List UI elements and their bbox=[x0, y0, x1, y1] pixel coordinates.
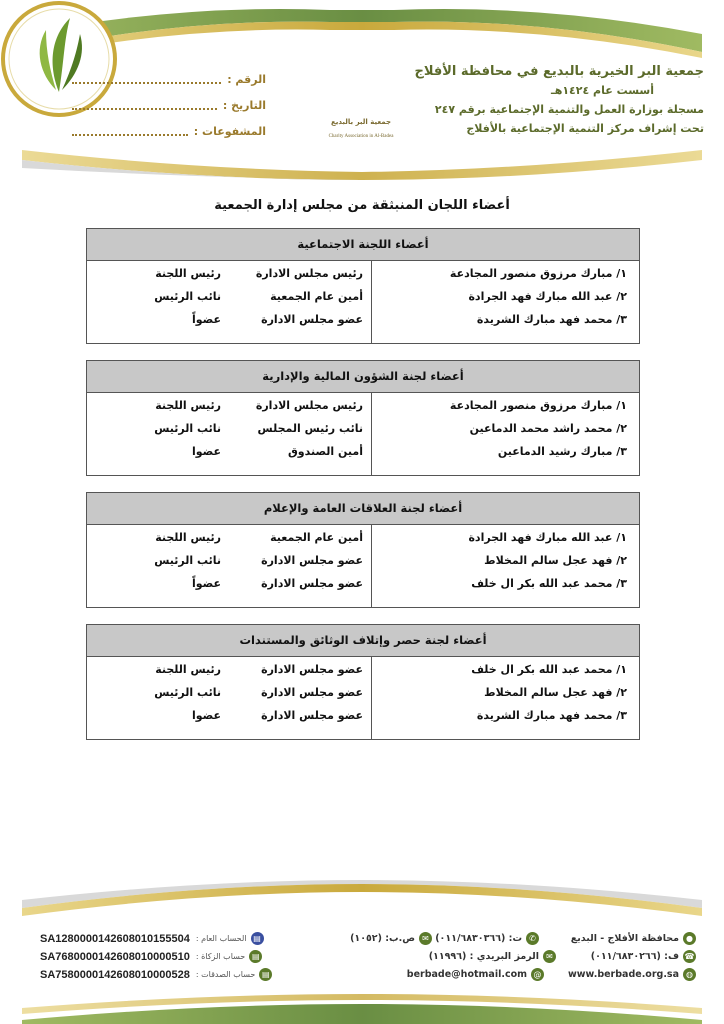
account-iban: SA7680000142608010000510 bbox=[40, 950, 190, 963]
bank-icon: ▤ bbox=[251, 932, 264, 945]
account-item bbox=[40, 968, 272, 981]
committee-title: أعضاء لجنة العلاقات العامة والإعلام bbox=[87, 493, 639, 525]
committee-role: عضوا bbox=[191, 709, 221, 722]
member-position: عضو مجلس الادارة bbox=[261, 313, 363, 326]
account-label: الحساب العام : bbox=[195, 934, 247, 943]
member-names-column bbox=[371, 261, 639, 343]
mailbox-icon: ✉ bbox=[419, 932, 432, 945]
committee-role: عضواً bbox=[191, 313, 221, 326]
email-icon: @ bbox=[531, 968, 544, 981]
bank-icon: ▤ bbox=[259, 968, 272, 981]
member-position: عضو مجلس الادارة bbox=[261, 577, 363, 590]
postal-code-text: الرمز البريدي : (١١٩٩٦) bbox=[428, 951, 539, 962]
member-name: ٢/ محمد راشد محمد الدماعين bbox=[469, 422, 627, 435]
committee-title: أعضاء اللجنة الاجتماعية bbox=[87, 229, 639, 261]
member-names-column bbox=[371, 393, 639, 475]
reference-fields bbox=[66, 66, 266, 144]
member-position: رئيس مجلس الادارة bbox=[255, 399, 363, 412]
committee-role: نائب الرئيس bbox=[154, 422, 221, 435]
committee-role: رئيس اللجنة bbox=[155, 531, 221, 544]
fax-icon: ☎ bbox=[684, 952, 695, 961]
member-positions-column bbox=[231, 261, 371, 343]
committee-roles-column bbox=[87, 525, 231, 607]
committee-roles-column bbox=[87, 657, 231, 739]
dotted-line bbox=[72, 74, 221, 84]
committee-body bbox=[87, 261, 639, 343]
committee-role: رئيس اللجنة bbox=[155, 399, 221, 412]
organization-info bbox=[414, 62, 704, 138]
committee-title: أعضاء لجنة حصر وإتلاف الوثائق والمستندات bbox=[87, 625, 639, 657]
member-names-column bbox=[371, 525, 639, 607]
fax-item bbox=[591, 950, 696, 963]
member-position: رئيس مجلس الادارة bbox=[255, 267, 363, 280]
account-label: حساب الزكاة : bbox=[195, 952, 246, 961]
fax-text: ف: (٠١١/٦٨٣٠٢٦٦) bbox=[590, 951, 679, 962]
committee-body bbox=[87, 657, 639, 739]
member-names-column bbox=[371, 657, 639, 739]
account-item bbox=[40, 932, 264, 945]
member-position: أمين الصندوق bbox=[287, 445, 363, 458]
member-name: ١/ مبارك مرزوق منصور المجادعة bbox=[449, 399, 627, 412]
member-name: ٣/ مبارك رشيد الدماعين bbox=[497, 445, 627, 458]
committee-table bbox=[86, 624, 640, 740]
website-item[interactable] bbox=[568, 968, 696, 981]
letterhead-footer bbox=[0, 880, 724, 1024]
reference-number-field bbox=[66, 66, 266, 92]
member-name: ١/ مبارك مرزوق منصور المجادعة bbox=[449, 267, 627, 280]
member-position: أمين عام الجمعية bbox=[270, 290, 363, 303]
account-iban: SA1280000142608010155504 bbox=[40, 932, 190, 945]
committee-roles-column bbox=[87, 393, 231, 475]
postal-code-item bbox=[429, 950, 556, 963]
attachments-label: المشفوعات : bbox=[193, 124, 266, 138]
pobox-text: ص.ب: (١٠٥٢) bbox=[350, 933, 415, 944]
globe-icon: ◍ bbox=[683, 968, 696, 981]
committee-body bbox=[87, 393, 639, 475]
committee-table bbox=[86, 492, 640, 608]
phone-icon: ✆ bbox=[526, 932, 539, 945]
logo-english-name: Charity Association in Al-Badea bbox=[328, 134, 394, 139]
registration-number: مسجلة بوزارة العمل والتنمية الإجتماعية برقم ٢٤٧ bbox=[434, 103, 704, 116]
committee-role: عضواً bbox=[191, 577, 221, 590]
logo-arabic-name: جمعية البر بالبديع bbox=[330, 118, 392, 126]
member-name: ٣/ محمد فهد مبارك الشريدة bbox=[476, 313, 627, 326]
email-item[interactable] bbox=[407, 968, 544, 981]
location-item bbox=[571, 932, 696, 945]
committee-table bbox=[86, 228, 640, 344]
committee-role: رئيس اللجنة bbox=[155, 267, 221, 280]
committee-roles-column bbox=[87, 261, 231, 343]
account-label: حساب الصدقات : bbox=[195, 970, 256, 979]
account-item bbox=[40, 950, 262, 963]
member-name: ٢/ فهد عجل سالم المخلاط bbox=[484, 686, 627, 699]
dotted-line bbox=[72, 100, 217, 110]
reference-number-label: الرقم : bbox=[227, 72, 266, 86]
pobox-item bbox=[350, 932, 432, 945]
member-name: ١/ محمد عبد الله بكر ال خلف bbox=[471, 663, 627, 676]
committee-role: نائب الرئيس bbox=[154, 686, 221, 699]
location-text: محافظة الأفلاج - البديع bbox=[570, 933, 679, 944]
phone-item bbox=[435, 932, 539, 945]
postal-icon: ✉ bbox=[543, 950, 556, 963]
member-position: نائب رئيس المجلس bbox=[257, 422, 363, 435]
committee-role: نائب الرئيس bbox=[154, 290, 221, 303]
member-name: ١/ عبد الله مبارك فهد الجرادة bbox=[468, 531, 627, 544]
document-title: أعضاء اللجان المنبثقة من مجلس إدارة الجمعية bbox=[214, 198, 510, 213]
member-positions-column bbox=[231, 393, 371, 475]
member-name: ٣/ محمد عبد الله بكر ال خلف bbox=[471, 577, 627, 590]
member-name: ٢/ فهد عجل سالم المخلاط bbox=[484, 554, 627, 567]
letterhead bbox=[0, 0, 724, 180]
committee-table bbox=[86, 360, 640, 476]
phone-text: ت: (٠١١/٦٨٣٠٣٦٦) bbox=[435, 933, 522, 944]
email-link[interactable]: berbade@hotmail.com bbox=[406, 969, 527, 980]
committee-role: رئيس اللجنة bbox=[155, 663, 221, 676]
attachments-field bbox=[66, 118, 266, 144]
member-position: أمين عام الجمعية bbox=[270, 531, 363, 544]
member-position: عضو مجلس الادارة bbox=[261, 554, 363, 567]
date-field bbox=[66, 92, 266, 118]
committee-body bbox=[87, 525, 639, 607]
member-position: عضو مجلس الادارة bbox=[261, 686, 363, 699]
member-name: ٢/ عبد الله مبارك فهد الجرادة bbox=[468, 290, 627, 303]
account-iban: SA7580000142608010000528 bbox=[40, 968, 190, 981]
dotted-line bbox=[72, 126, 188, 136]
founded-year: أسست عام ١٤٢٤هـ bbox=[550, 84, 654, 97]
committee-role: عضوا bbox=[191, 445, 221, 458]
date-label: التاريخ : bbox=[222, 98, 266, 112]
member-name: ٣/ محمد فهد مبارك الشريدة bbox=[476, 709, 627, 722]
member-positions-column bbox=[231, 657, 371, 739]
bank-icon: ▤ bbox=[249, 950, 262, 963]
committee-title: أعضاء لجنة الشؤون المالية والإدارية bbox=[87, 361, 639, 393]
committee-role: نائب الرئيس bbox=[154, 554, 221, 567]
supervision-note: تحت إشراف مركز التنمية الإجتماعية بالأفلاج bbox=[466, 122, 704, 135]
member-positions-column bbox=[231, 525, 371, 607]
location-pin-icon: ● bbox=[683, 932, 696, 945]
website-link[interactable]: www.berbade.org.sa bbox=[567, 969, 679, 980]
organization-name: جمعية البر الخيرية بالبديع في محافظة الأفلاج bbox=[414, 64, 704, 79]
member-position: عضو مجلس الادارة bbox=[261, 709, 363, 722]
member-position: عضو مجلس الادارة bbox=[261, 663, 363, 676]
